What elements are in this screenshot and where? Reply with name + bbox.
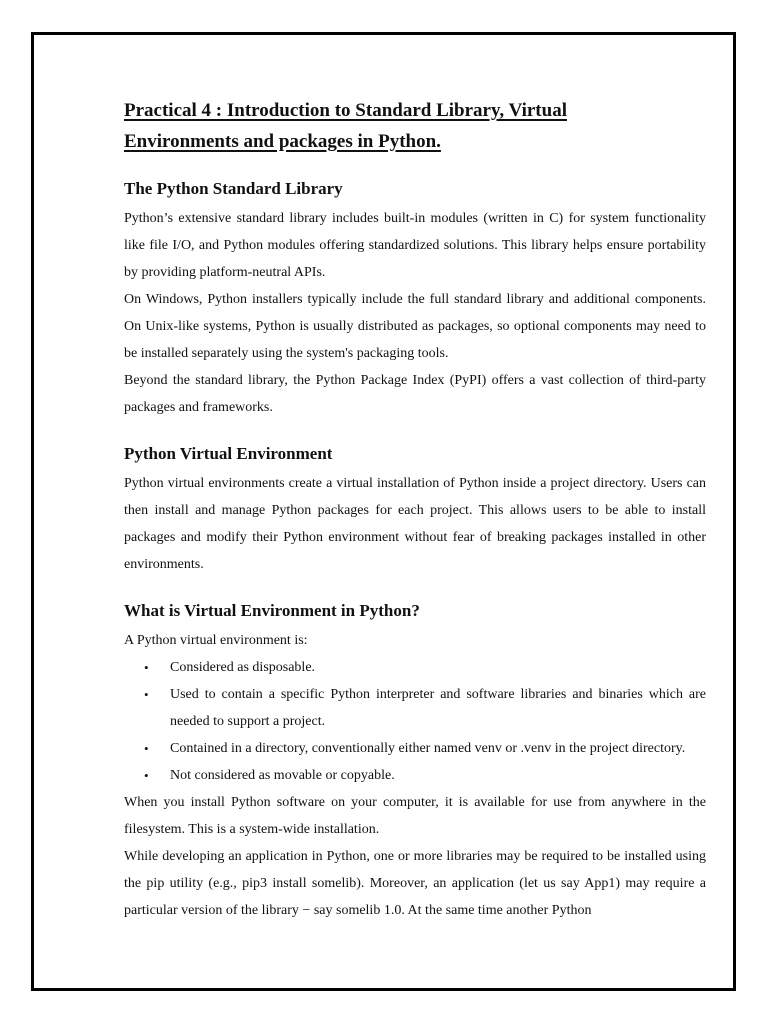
list-item-text: Considered as disposable. (170, 660, 316, 675)
list-item-text: Not considered as movable or copyable. (170, 768, 395, 783)
paragraph-standard-library-2: On Windows, Python installers typically include the full standard library and additional components. On Unix-like systems, Python is usually distributed as packages, so optional components may need to be installed separately using the system's packaging tools. (124, 292, 706, 361)
bullet-glyph: • (144, 768, 149, 783)
list-item-text: Used to contain a specific Python interpreter and software libraries and binaries which are needed to support a project. (170, 687, 706, 729)
heading-what-is-venv: What is Virtual Environment in Python? (124, 601, 420, 620)
paragraph-system-wide-install: When you install Python software on your computer, it is available for use from anywhere in the filesystem. This is a system-wide installation. (124, 795, 706, 837)
page-title (124, 95, 706, 157)
bullet-glyph: • (144, 687, 149, 702)
bullet-glyph: • (144, 741, 149, 756)
list-item-text: Contained in a directory, conventionally either named venv or .venv in the project directory. (170, 741, 686, 756)
list-item (124, 654, 706, 681)
page-title-line-2: Environments and packages in Python. (124, 131, 441, 152)
heading-virtual-environment: Python Virtual Environment (124, 444, 333, 463)
list-item (124, 735, 706, 762)
bullet-glyph: • (144, 660, 149, 675)
list-item (124, 681, 706, 735)
list-item (124, 762, 706, 789)
paragraph-standard-library-1: Python’s extensive standard library includes built-in modules (written in C) for system functionality like file I/O, and Python modules offering standardized solutions. This library helps ensure portability by providing platform-neutral APIs. (124, 211, 706, 280)
heading-standard-library: The Python Standard Library (124, 179, 343, 198)
paragraph-venv-intro: A Python virtual environment is: (124, 633, 308, 648)
paragraph-standard-library-3: Beyond the standard library, the Python Package Index (PyPI) offers a vast collection of third-party packages and frameworks. (124, 373, 706, 415)
paragraph-library-versions: While developing an application in Python, one or more libraries may be required to be installed using the pip utility (e.g., pip3 install somelib). Moreover, an application (let us say App1) may require a particular version of the library − say somelib 1.0. At the same time another Python (124, 849, 706, 918)
paragraph-virtual-environment: Python virtual environments create a virtual installation of Python inside a project directory. Users can then install and manage Python packages for each project. This allows users to be able to install packages and modify their Python environment without fear of breaking packages installed in other environments. (124, 476, 706, 572)
page-title-line-1: Practical 4 : Introduction to Standard Library, Virtual (124, 100, 567, 121)
venv-bullet-list (124, 654, 706, 789)
document-body (124, 95, 706, 924)
